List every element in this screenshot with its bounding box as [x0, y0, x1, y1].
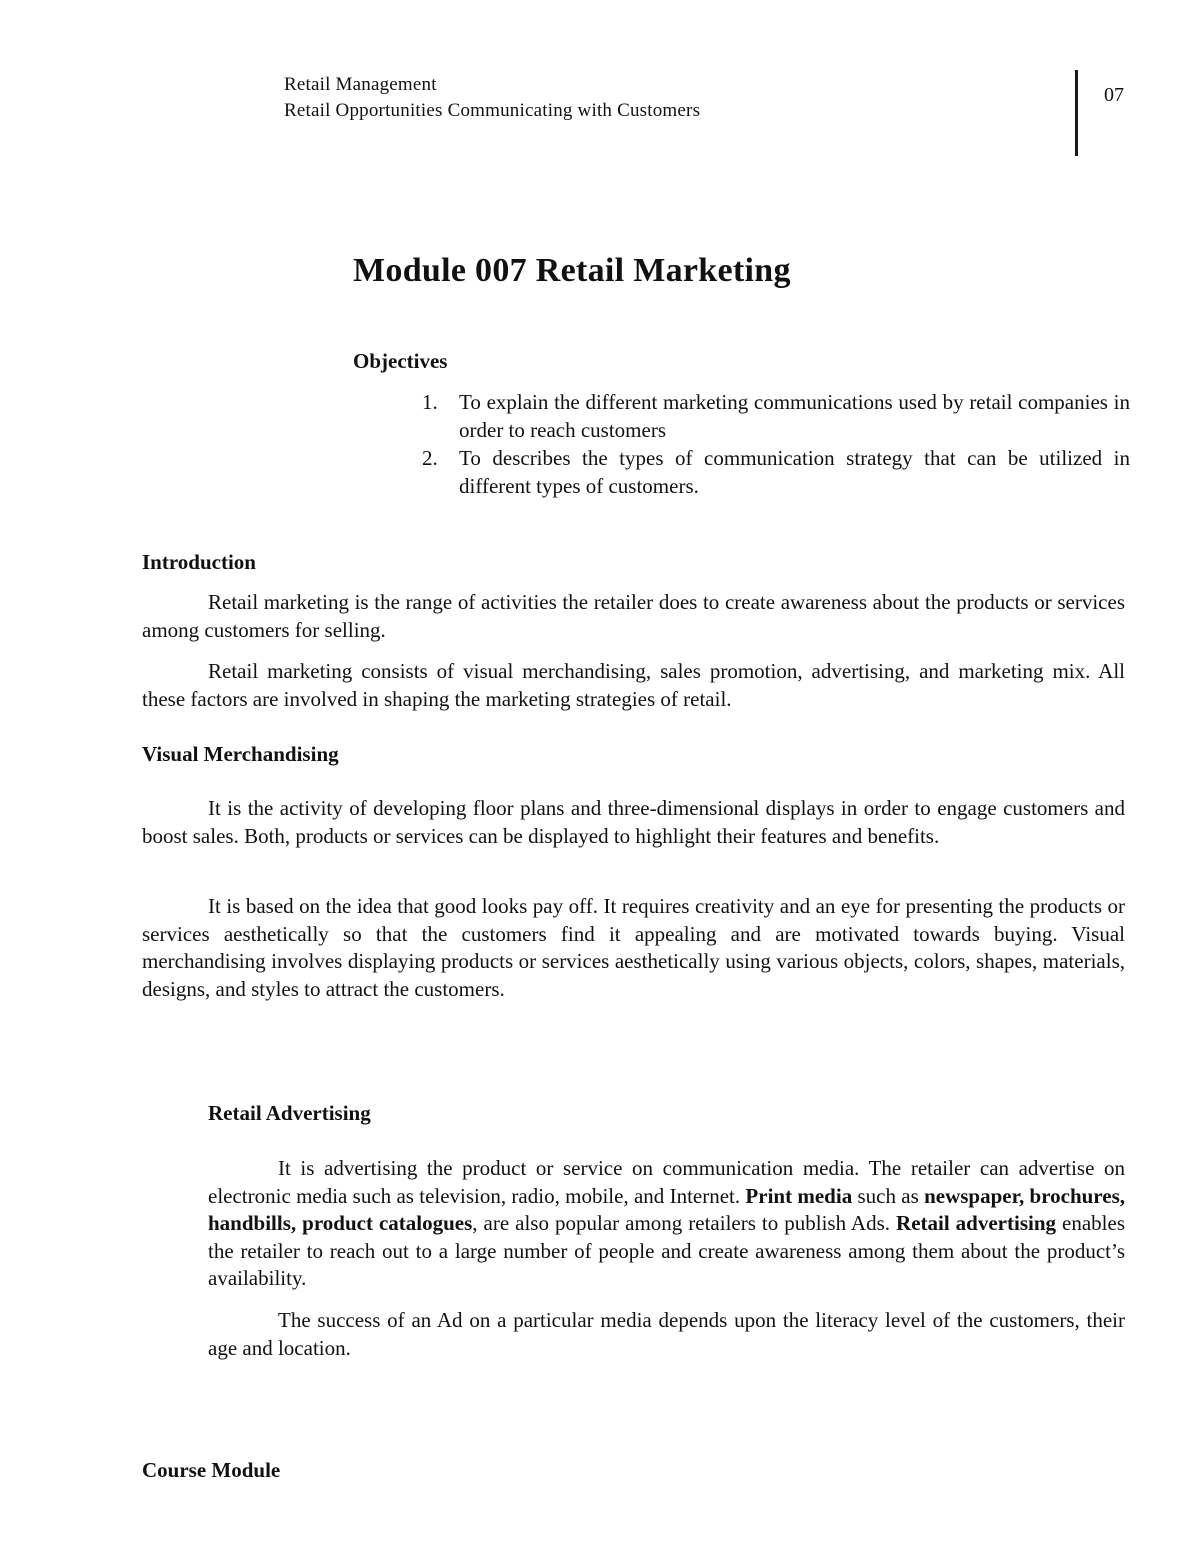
advertising-bold-term: Print media	[745, 1183, 853, 1208]
advertising-text: It is advertising the product or service on communication media. The retailer can advertise on electronic media such as television, radio, mobile, and Internet.	[208, 1156, 1125, 1208]
advertising-bold-term: Retail advertising	[896, 1211, 1057, 1236]
header-course: Retail Management	[284, 74, 437, 95]
visual-merchandising-paragraph-1: It is the activity of developing floor plans and three-dimensional displays in order to engage customers and boost sales. Both, products or services can be displayed to highlight their features and benefits.	[142, 796, 1125, 848]
objectives-list	[420, 388, 1130, 500]
objective-text: To describes the types of communication strategy that can be utilized in different types of customers.	[459, 446, 1130, 498]
visual-merchandising-heading: Visual Merchandising	[142, 742, 339, 766]
header-page-number: 07	[1104, 84, 1124, 106]
retail-advertising-paragraph-1	[208, 1155, 1125, 1293]
advertising-text: , are also popular among retailers to publish Ads.	[472, 1211, 897, 1236]
advertising-text: enables the retailer to reach out to a large number of people and create awareness among them about the product’s availability.	[208, 1211, 1125, 1291]
page-title: Module 007 Retail Marketing	[353, 252, 791, 289]
introduction-paragraph-2: Retail marketing consists of visual merchandising, sales promotion, advertising, and marketing mix. All these factors are involved in shaping the marketing strategies of retail.	[142, 659, 1125, 711]
objective-text: To explain the different marketing communications used by retail companies in order to reach customers	[459, 390, 1130, 442]
retail-advertising-paragraph-2: The success of an Ad on a particular media depends upon the literacy level of the customers, their age and location.	[208, 1308, 1125, 1360]
introduction-paragraph-1: Retail marketing is the range of activities the retailer does to create awareness about the products or services among customers for selling.	[142, 590, 1125, 642]
objective-item	[420, 444, 1130, 500]
objectives-heading: Objectives	[353, 349, 448, 373]
objective-item	[420, 388, 1130, 444]
objective-number: 2.	[422, 446, 438, 470]
advertising-text: such as	[852, 1183, 925, 1208]
footer-course-module: Course Module	[142, 1458, 281, 1482]
advertising-bold-term: newspaper, brochures, handbills, product catalogues	[208, 1183, 1125, 1236]
objective-number: 1.	[422, 390, 438, 414]
running-header	[284, 72, 700, 124]
introduction-heading: Introduction	[142, 550, 256, 574]
header-divider	[1075, 70, 1078, 156]
visual-merchandising-paragraph-2: It is based on the idea that good looks pay off. It requires creativity and an eye for presenting the products or services aesthetically so that the customers find it appealing and are motivated towards buying. Visual merchandising involves displaying products or services aesthetically using various objects, colors, shapes, materials, designs, and styles to attract the customers.	[142, 894, 1125, 1001]
retail-advertising-heading: Retail Advertising	[208, 1101, 371, 1125]
header-subtitle: Retail Opportunities Communicating with Customers	[284, 100, 701, 121]
